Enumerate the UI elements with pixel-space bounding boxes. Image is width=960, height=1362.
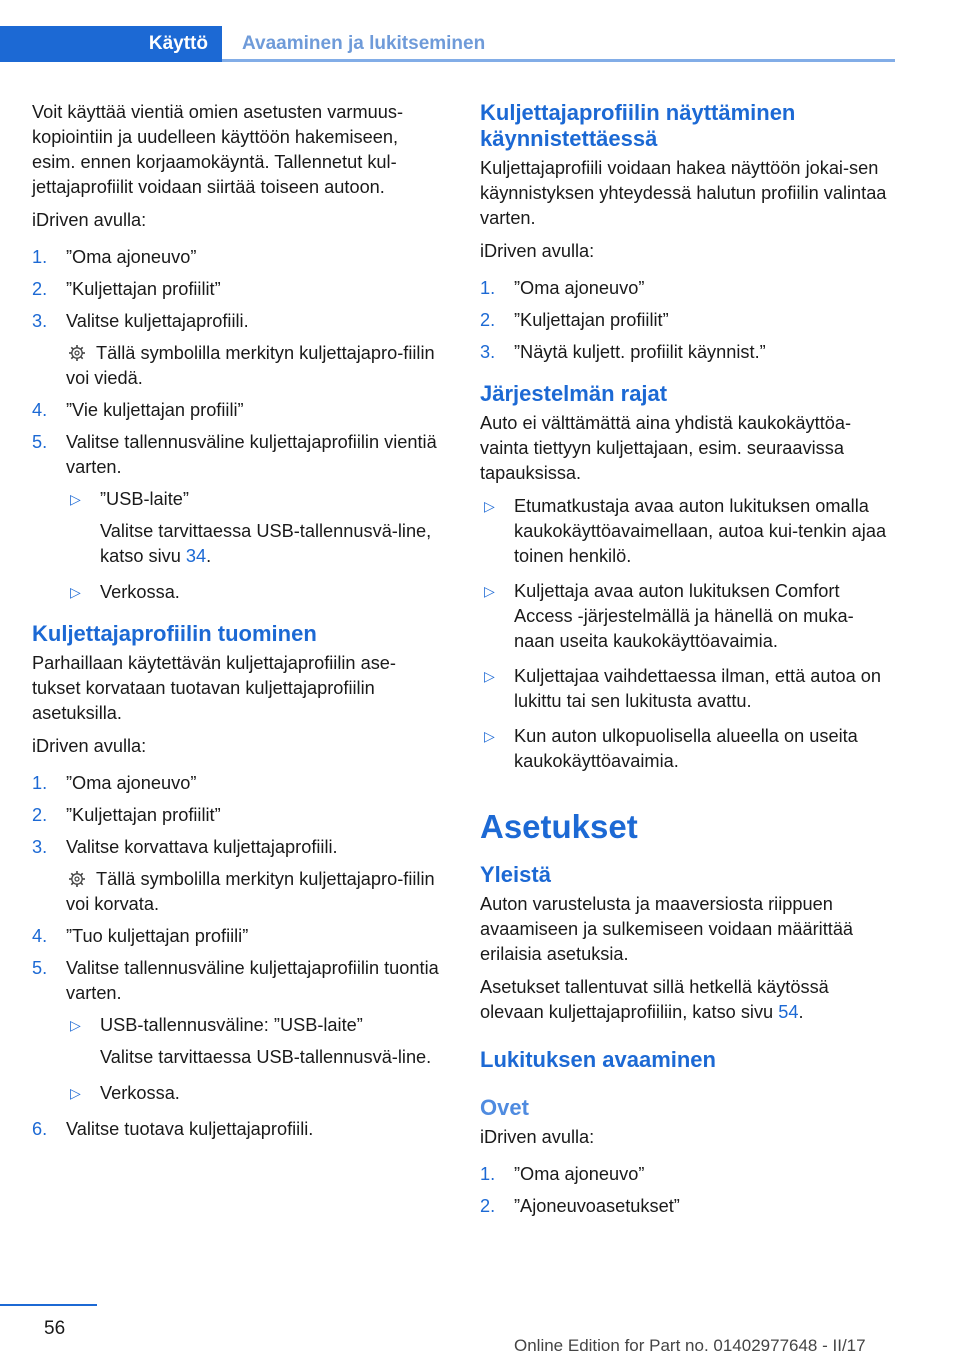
right-column [480,100,890,1233]
list-item: 4. ”Tuo kuljettajan profiili” [32,926,249,946]
unlock-heading: Lukituksen avaaminen [480,1047,716,1072]
triangle-right-icon: ▷ [70,491,81,507]
settings-heading: Asetukset [480,808,638,845]
show-steps [480,276,890,365]
saved-paragraph: Asetukset tallentuvat sillä hetkellä käytössä olevaan kuljettajaprofiiliin, katso sivu 54. [480,977,829,1022]
list-item: ▷ USB-tallennusväline: ”USB-laite” Valitse tarvittaessa USB-tallennusvä-line. [70,1015,432,1067]
triangle-right-icon: ▷ [484,728,495,744]
limits-heading: Järjestelmän rajat [480,381,668,406]
limits-paragraph: Auto ei välttämättä aina yhdistä kaukokäyttöa-vainta tiettyyn kuljettajaan, esim. seuraavissa tapauksissa. [480,413,852,483]
list-item: ▷ ”USB-laite” Valitse tarvittaessa USB-tallennusvä-line, katso sivu 34. [70,489,432,566]
import-steps [32,771,442,1142]
page-link[interactable]: 34 [185,546,207,566]
show-heading: Kuljettajaprofiilin näyttäminen käynnistettäessä [480,100,796,151]
import-options [66,1013,442,1106]
list-item: 1. ”Oma ajoneuvo” [32,773,197,793]
general-paragraph: Auton varustelusta ja maaversiosta riippuen avaamiseen ja sulkemiseen voidaan määrittää erilaisia asetuksia. [480,894,854,964]
list-item: 2. ”Kuljettajan profiilit” [480,310,669,330]
list-item: 3. Valitse korvattava kuljettajaprofiili. Tällä symbolilla merkityn kuljettajapro-fiilin voi korvata. [32,835,442,917]
list-item: ▷ Kun auton ulkopuolisella alueella on useita kaukokäyttöavaimia. [484,726,858,771]
idrive-label: iDriven avulla: [32,736,147,756]
list-item: 5. Valitse tallennusväline kuljettajaprofiilin tuontia varten. ▷ USB-tallennusväline: ”USB-laite” Valitse tarvittaessa USB-tallennusvä-line. ▷ Verkossa. [32,956,442,1106]
triangle-right-icon: ▷ [484,583,495,599]
list-item: ▷ Kuljettajaa vaihdettaessa ilman, että autoa on lukittu tai sen lukitusta avattu. [484,666,882,711]
doors-heading: Ovet [480,1095,529,1120]
page-link[interactable]: 54 [778,1002,799,1022]
export-options [66,487,442,605]
list-item: 3. ”Näytä kuljett. profiilit käynnist.” [480,342,766,362]
list-item: 1. ”Oma ajoneuvo” [480,1164,645,1184]
edition-footer: Online Edition for Part no. 01402977648 - II/17 [514,1336,866,1355]
list-item: ▷ Verkossa. [66,580,442,605]
import-heading: Kuljettajaprofiilin tuominen [32,621,317,646]
idrive-label: iDriven avulla: [32,210,147,230]
profile-symbol-note: Tällä symbolilla merkityn kuljettajapro-fiilin voi korvata. [66,869,435,914]
list-item: 5. Valitse tallennusväline kuljettajaprofiilin vientiä varten. ▷ ”USB-laite” Valitse tarvittaessa USB-tallennusvä-line, katso sivu 34. ▷ Verkossa. [32,430,442,605]
intro-paragraph: Voit käyttää vientiä omien asetusten varmuus-kopiointiin ja uudelleen käyttöön hakemiseen, esim. ennen korjaamokäyntä. Tallennetut kul-jettajaprofiilit voidaan siirtää toiseen autoon. [32,102,404,197]
triangle-right-icon: ▷ [70,584,81,600]
triangle-right-icon: ▷ [70,1085,81,1101]
list-item: ▷ Verkossa. [66,1081,442,1106]
idrive-label: iDriven avulla: [480,241,595,261]
running-header [0,26,895,62]
limits-list [480,494,890,774]
header-underline [222,59,895,62]
left-column [32,100,442,1156]
gear-icon [66,344,88,362]
list-item: 4. ”Vie kuljettajan profiili” [32,400,244,420]
list-item: ▷ Etumatkustaja avaa auton lukituksen omalla kaukokäyttöavaimellaan, autoa kui-tenkin ajaa toinen henkilö. [484,496,887,566]
list-item: 3. Valitse kuljettajaprofiili. Tällä symbolilla merkityn kuljettajapro-fiilin voi viedä. [32,309,442,391]
chapter-tab: Käyttö [0,26,222,62]
triangle-right-icon: ▷ [484,668,495,684]
footer-rule [0,1304,97,1306]
general-heading: Yleistä [480,862,551,887]
list-item: 2. ”Kuljettajan profiilit” [32,279,221,299]
profile-symbol-note: Tällä symbolilla merkityn kuljettajapro-fiilin voi viedä. [66,343,435,388]
list-item: 6. Valitse tuotava kuljettajaprofiili. [32,1119,314,1139]
show-paragraph: Kuljettajaprofiili voidaan hakea näyttöön jokai-sen käynnistyksen yhteydessä halutun profiilin valintaa varten. [480,158,887,228]
idrive-label: iDriven avulla: [480,1127,595,1147]
list-item: ▷ Kuljettaja avaa auton lukituksen Comfort Access -järjestelmällä ja hänellä on muka-naan useita kaukokäyttöavaimia. [484,581,854,651]
triangle-right-icon: ▷ [70,1017,81,1033]
list-item: 2. ”Ajoneuvoasetukset” [480,1196,680,1216]
gear-icon [66,870,88,888]
section-title: Avaaminen ja lukitseminen [242,33,486,54]
triangle-right-icon: ▷ [484,498,495,514]
import-paragraph: Parhaillaan käytettävän kuljettajaprofiilin ase-tukset korvataan tuotavan kuljettajaprofiilin asetuksilla. [32,653,396,723]
export-steps [32,245,442,605]
list-item: 1. ”Oma ajoneuvo” [32,247,197,267]
page-number: 56 [44,1318,66,1339]
list-item: 1. ”Oma ajoneuvo” [480,278,645,298]
doors-steps [480,1162,890,1219]
list-item: 2. ”Kuljettajan profiilit” [32,805,221,825]
